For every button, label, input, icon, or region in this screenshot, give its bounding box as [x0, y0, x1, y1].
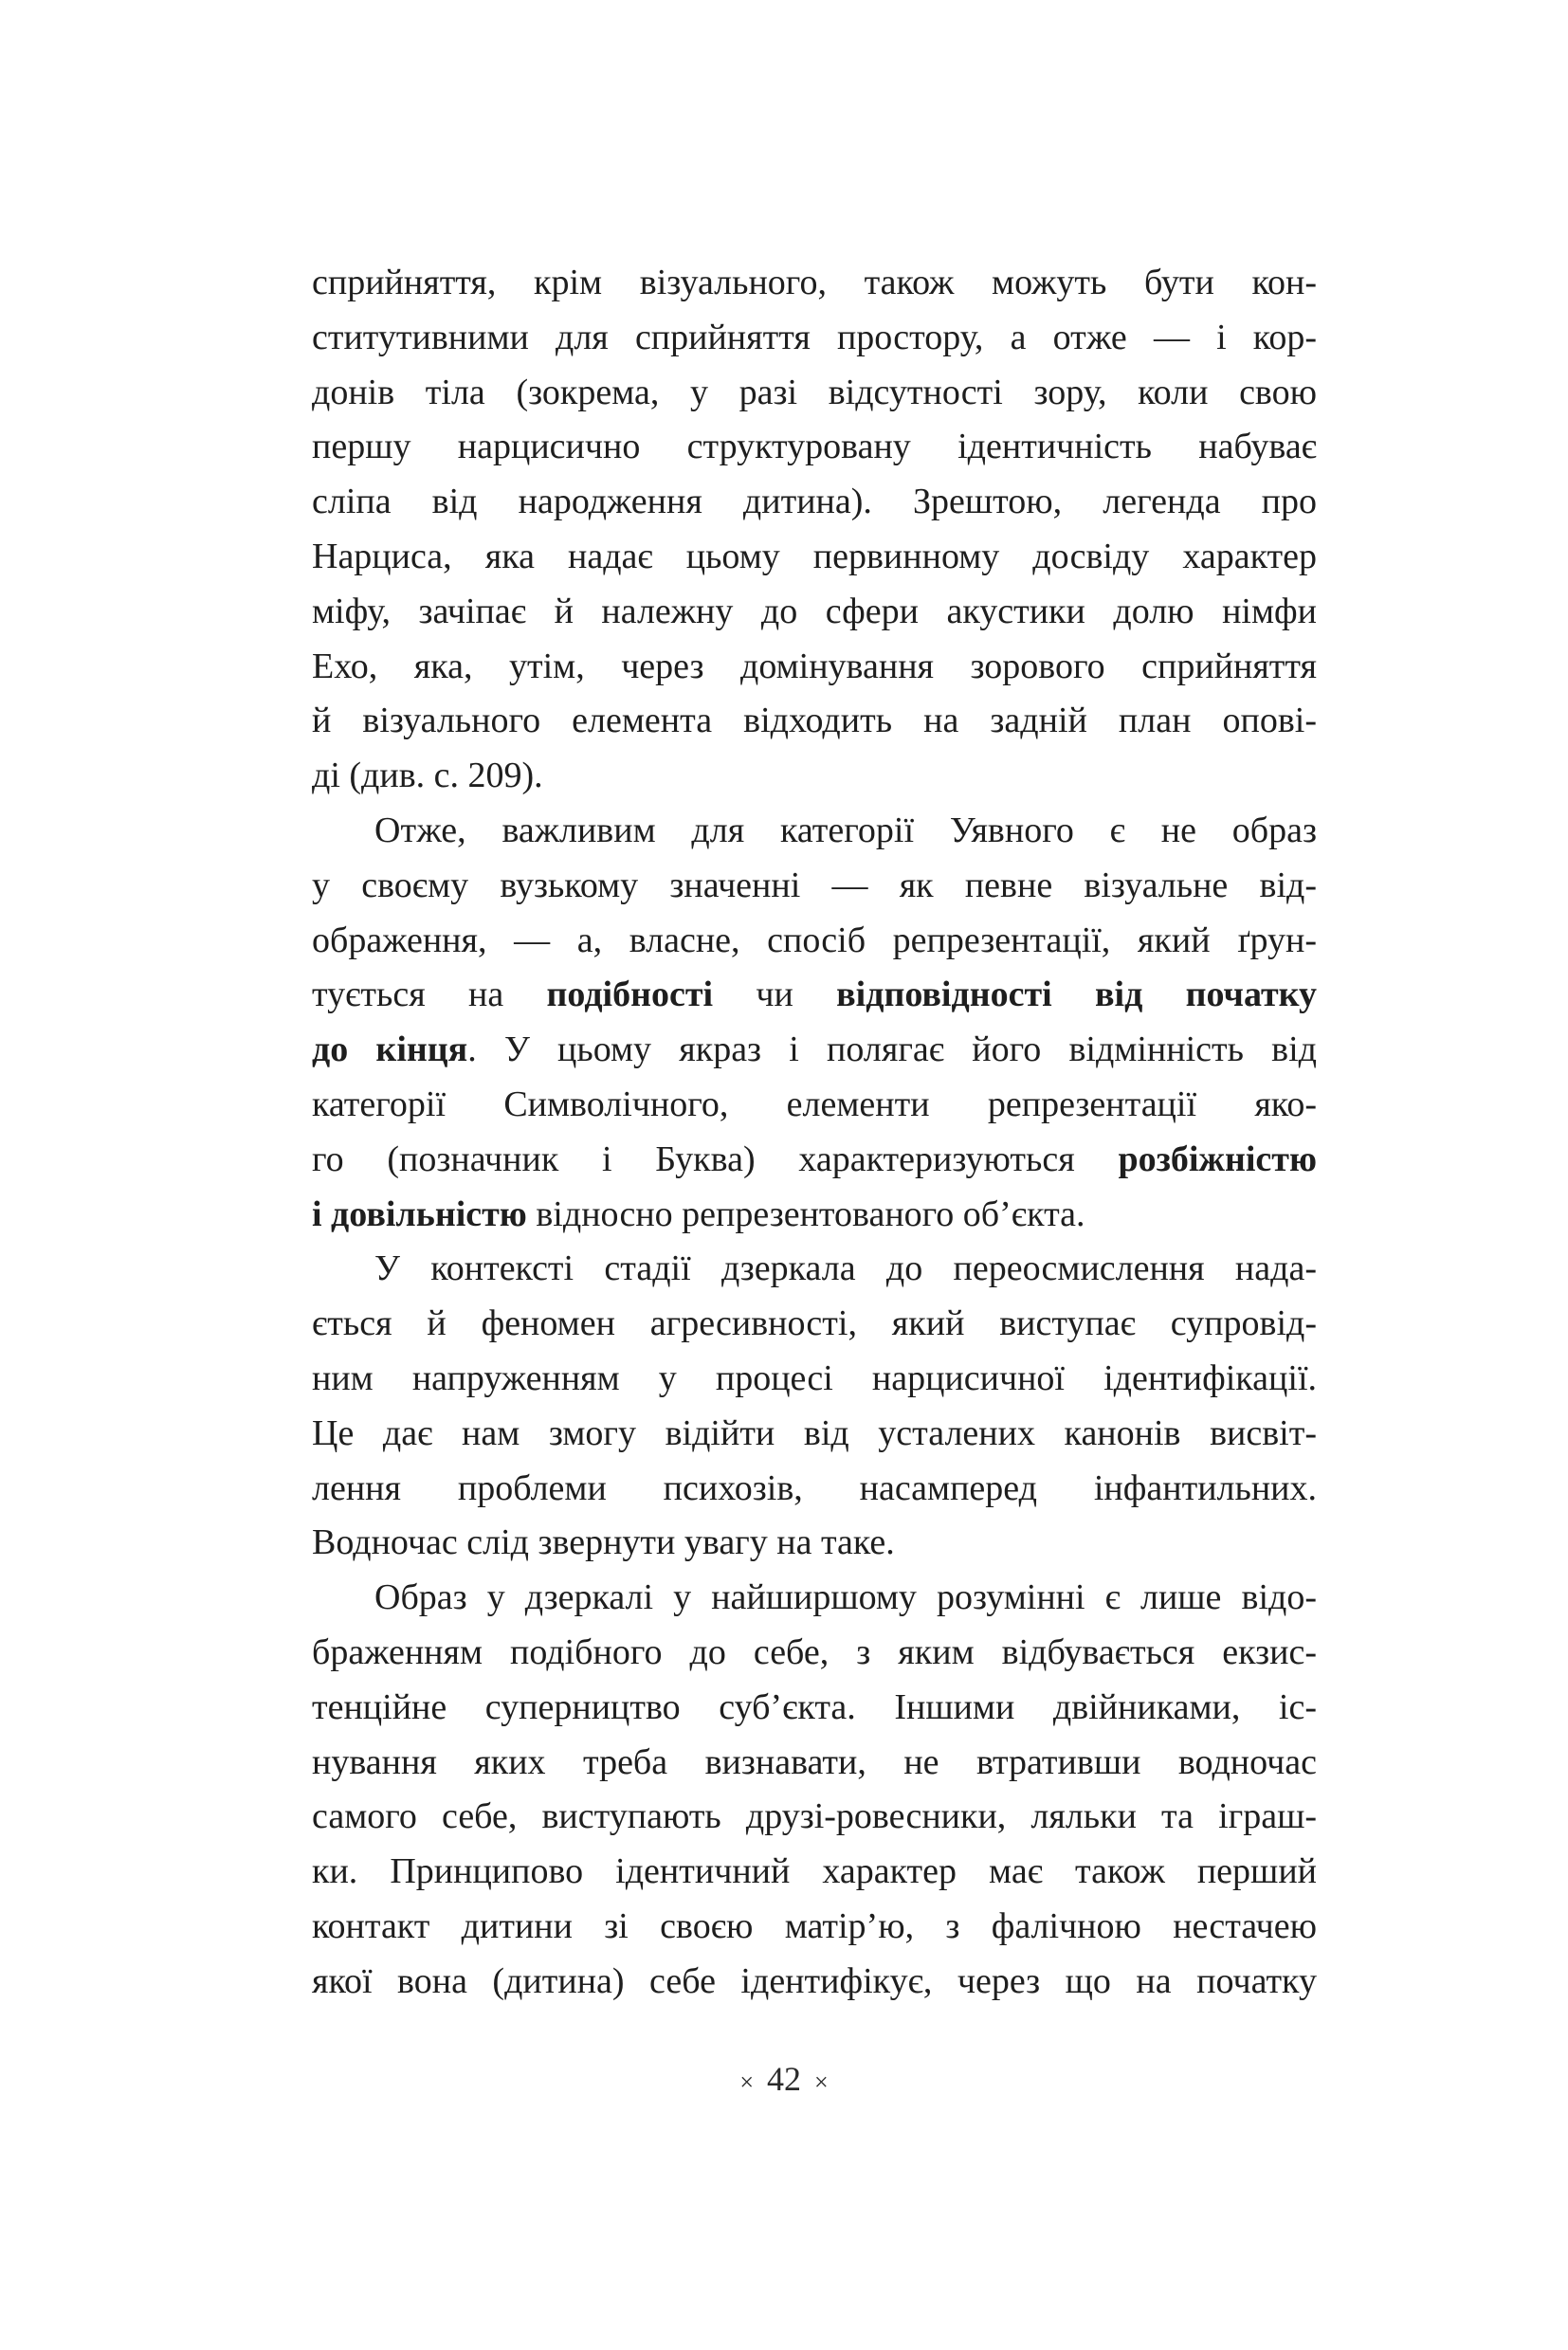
text-line [312, 1516, 1317, 1571]
text-run: й візуального елемента відходить на задній план опові- [312, 701, 1317, 741]
text-run: браженням подібного до себе, з яким відбувається екзис- [312, 1631, 1317, 1672]
text-run: першу нарцисично структуровану ідентичність набуває [312, 427, 1317, 467]
text-run: лення проблеми психозів, насамперед інфантильних. [312, 1467, 1317, 1508]
text-line [312, 640, 1317, 695]
text-line [312, 1681, 1317, 1736]
ornament-left: × [739, 2068, 754, 2096]
text-line [312, 1023, 1317, 1078]
text-line [312, 1790, 1317, 1845]
text-run: Це дає нам змогу відійти від усталених канонів висвіт- [312, 1412, 1317, 1453]
text-run: ображення, — а, власне, спосіб репрезентації, який ґрун- [312, 920, 1317, 960]
text-line [312, 694, 1317, 749]
bold-text: розбіжністю [1118, 1139, 1317, 1179]
text-line [312, 1407, 1317, 1462]
text-line [312, 749, 1317, 804]
paragraph [312, 1242, 1317, 1571]
paragraph [312, 1571, 1317, 2009]
page-footer [0, 2059, 1568, 2099]
text-run: Отже, важливим для категорії Уявного є не образ [374, 810, 1317, 850]
text-line [312, 1078, 1317, 1133]
text-line [312, 1571, 1317, 1626]
bold-text: відповідності від початку [836, 975, 1317, 1015]
text-line [312, 968, 1317, 1023]
text-line [312, 1626, 1317, 1681]
text-line [312, 1297, 1317, 1352]
text-line [312, 530, 1317, 585]
text-run: чи [713, 975, 837, 1015]
text-line [312, 1188, 1317, 1243]
paragraph [312, 804, 1317, 1242]
text-line [312, 859, 1317, 914]
text-run: ститутивними для сприйняття простору, а отже — і кор- [312, 317, 1317, 357]
text-run: у своєму вузькому значенні — як певне візуальне від- [312, 865, 1317, 905]
text-run: Нарциса, яка надає цьому первинному досвіду характер [312, 536, 1317, 576]
text-line [312, 420, 1317, 475]
bold-text: і довільністю [312, 1193, 527, 1234]
text-line [312, 475, 1317, 530]
text-run: категорії Символічного, елементи репрезентації яко- [312, 1084, 1317, 1124]
bold-text: подібності [546, 975, 714, 1015]
bold-text: до кінця [312, 1029, 468, 1070]
text-run: контакт дитини зі своєю матір’ю, з фалічною нестачею [312, 1905, 1317, 1946]
text-run: нування яких треба визнавати, не втративши водночас [312, 1741, 1317, 1782]
text-line [312, 311, 1317, 366]
text-run: Образ у дзеркалі у найширшому розумінні є лише відо- [374, 1577, 1317, 1618]
text-run: . У цьому якраз і полягає його відмінність від [467, 1029, 1317, 1070]
text-run: ється й феномен агресивності, який виступає супровід- [312, 1303, 1317, 1344]
text-run: сліпа від народження дитина). Зрештою, легенда про [312, 482, 1317, 522]
text-run: ді (див. с. 209). [312, 756, 543, 796]
text-run: Водночас слід звернути увагу на таке. [312, 1522, 895, 1563]
text-line [312, 804, 1317, 859]
text-run: сприйняття, крім візуального, також можуть бути кон- [312, 263, 1317, 302]
text-line [312, 585, 1317, 640]
text-run: тується на [312, 975, 547, 1015]
text-line [312, 1133, 1317, 1188]
page-number: 42 [767, 2060, 801, 2098]
text-line [312, 1462, 1317, 1517]
text-line [312, 1242, 1317, 1297]
text-run: ним напруженням у процесі нарцисичної ідентифікації. [312, 1357, 1317, 1398]
text-line [312, 256, 1317, 311]
text-run: У контексті стадії дзеркала до переосмислення нада- [374, 1248, 1317, 1289]
text-run: відносно репрезентованого об’єкта. [526, 1193, 1085, 1234]
text-line [312, 1352, 1317, 1407]
ornament-right: × [814, 2068, 829, 2096]
text-run: Ехо, яка, утім, через домінування зорового сприйняття [312, 646, 1317, 686]
text-run: тенційне суперництво суб’єкта. Іншими двійниками, іс- [312, 1686, 1317, 1727]
text-line [312, 1900, 1317, 1955]
text-line [312, 1845, 1317, 1900]
text-line [312, 1955, 1317, 2010]
text-line [312, 366, 1317, 421]
text-run: ки. Принципово ідентичний характер має також перший [312, 1851, 1317, 1892]
paragraph [312, 256, 1317, 804]
text-run: якої вона (дитина) себе ідентифікує, через що на початку [312, 1960, 1317, 2001]
text-line [312, 914, 1317, 969]
text-run: донів тіла (зокрема, у разі відсутності зору, коли свою [312, 372, 1317, 412]
text-line [312, 1736, 1317, 1791]
body-text [312, 256, 1317, 2010]
text-run: самого себе, виступають друзі-ровесники, ляльки та іграш- [312, 1796, 1317, 1837]
text-run: го (позначник і Буква) характеризуються [312, 1139, 1119, 1179]
text-run: міфу, зачіпає й належну до сфери акустики долю німфи [312, 591, 1317, 631]
